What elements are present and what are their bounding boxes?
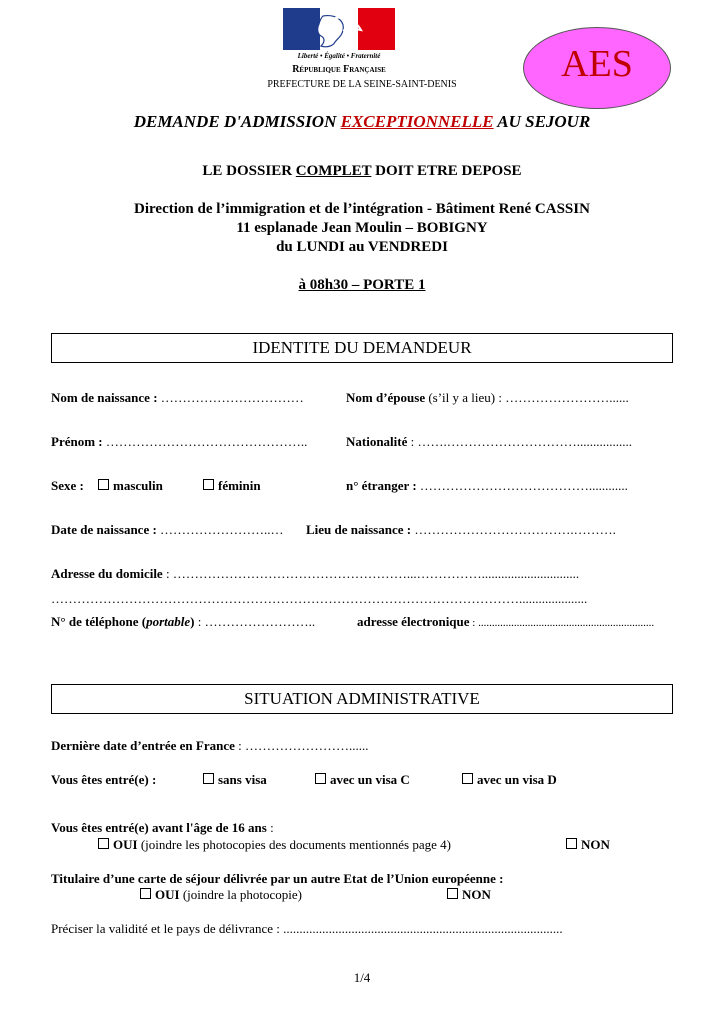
visa-d-checkbox[interactable]: avec un visa D [462,772,557,788]
checkbox-icon [315,773,326,784]
prefecture-name: PREFECTURE DE LA SEINE-SAINT-DENIS [267,79,457,90]
complet-word: COMPLET [295,163,372,179]
prenom-field[interactable]: Prénom : ……………………………………….. [51,434,308,449]
dossier-notice: LE DOSSIER COMPLET DOIT ETRE DEPOSE [202,163,522,179]
titulaire-non-checkbox[interactable]: NON [447,887,491,903]
direction-line: Direction de l’immigration et de l’intégration - Bâtiment René CASSIN [134,201,590,217]
masculin-checkbox[interactable]: masculin [98,478,163,494]
nom-epouse-field[interactable]: Nom d’épouse (s’il y a lieu) : ……………………...... [346,390,629,405]
checkbox-icon [98,479,109,490]
validite-pays-field[interactable]: Préciser la validité et le pays de délivrance : ...................................................................................... [51,921,563,936]
document-title [0,112,724,132]
checkbox-icon [462,773,473,784]
nationalite-field[interactable]: Nationalité : …….…………………………................. [346,434,633,449]
tricolor-flag-icon [283,8,395,50]
checkbox-icon [98,838,109,849]
titulaire-question: Titulaire d’une carte de séjour délivrée par un autre Etat de l’Union européenne : [51,871,504,886]
aes-badge-label: AES [561,43,633,85]
numero-etranger-field[interactable]: n° étranger : …………………………………............ [346,478,628,493]
republique-francaise-logo [283,8,395,80]
section-identite-header: IDENTITE DU DEMANDEUR [51,333,673,363]
republic-motto: Liberté • Égalité • Fraternité [297,52,381,60]
lieu-naissance-field[interactable]: Lieu de naissance : ……………………………….………. [306,522,616,537]
checkbox-icon [447,888,458,899]
feminin-checkbox[interactable]: féminin [203,478,261,494]
visa-c-checkbox[interactable]: avec un visa C [315,772,410,788]
section-situation-header: SITUATION ADMINISTRATIVE [51,684,673,714]
date-naissance-field[interactable]: Date de naissance : ……………………..… [51,522,284,537]
page-number: 1/4 [353,970,371,985]
email-field[interactable]: adresse électronique : ................................................................ [357,614,655,629]
republic-name: République Française [292,64,386,75]
checkbox-icon [566,838,577,849]
age16-oui-checkbox[interactable]: OUI (joindre les photocopies des documents mentionnés page 4) [98,837,451,853]
age16-non-checkbox[interactable]: NON [566,837,610,853]
adresse-domicile-field[interactable]: Adresse du domicile : ………………………………………………...…………….............................. [51,566,580,581]
checkbox-icon [203,479,214,490]
aes-badge [523,27,671,109]
age16-question: Vous êtes entré(e) avant l'âge de 16 ans : [51,820,274,835]
entree-label: Vous êtes entré(e) : [51,772,157,787]
sexe-label: Sexe : [51,478,84,493]
adresse-domicile-line-2[interactable]: ………………………………………………………………………………………………..................... [51,591,588,606]
time-door-line: à 08h30 – PORTE 1 [298,277,426,293]
marianne-profile-icon [305,14,365,48]
days-line: du LUNDI au VENDREDI [276,239,448,255]
sans-visa-checkbox[interactable]: sans visa [203,772,267,788]
title-part-1: DEMANDE D'ADMISSION [133,112,341,131]
title-emphasis: EXCEPTIONNELLE [340,112,494,131]
address-line: 11 esplanade Jean Moulin – BOBIGNY [236,220,488,236]
derniere-entree-field[interactable]: Dernière date d’entrée en France : ……………………...... [51,738,369,753]
checkbox-icon [140,888,151,899]
nom-naissance-field[interactable]: Nom de naissance : …………………………… [51,390,304,405]
checkbox-icon [203,773,214,784]
telephone-field[interactable]: N° de téléphone (portable) : …………………….. [51,614,316,629]
title-part-3: AU SEJOUR [493,112,591,131]
titulaire-oui-checkbox[interactable]: OUI (joindre la photocopie) [140,887,302,903]
